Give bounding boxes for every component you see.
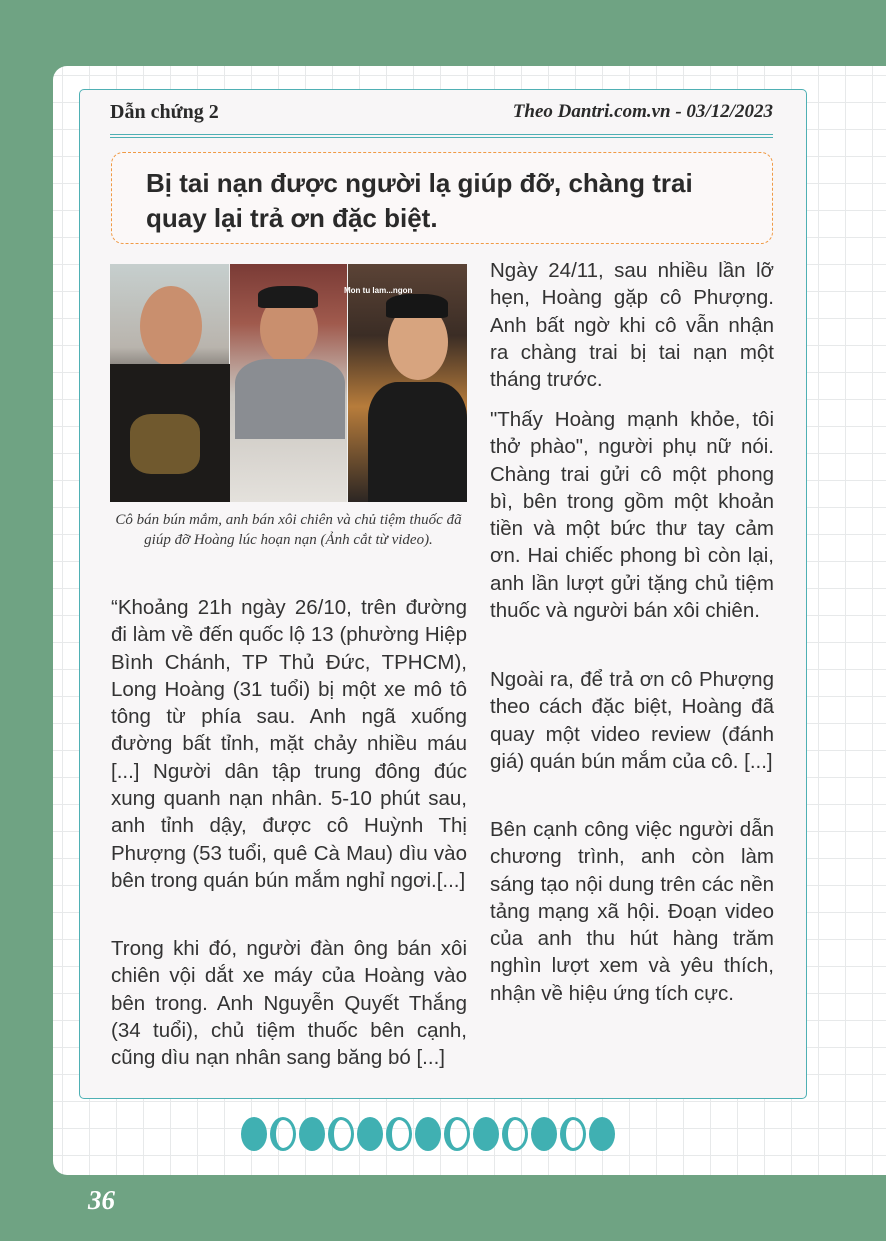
moon-icon	[357, 1117, 383, 1151]
moon-outline-icon	[386, 1117, 412, 1151]
moon-icon	[589, 1117, 615, 1151]
moon-icon	[531, 1117, 557, 1151]
right-paragraph-1: Ngày 24/11, sau nhiều lần lỡ hẹn, Hoàng gặp cô Phượng. Anh bất ngờ khi cô vẫn nhận ra chàng trai bị tai nạn một tháng trước.	[490, 259, 774, 392]
moon-outline-icon	[270, 1117, 296, 1151]
moon-icon	[415, 1117, 441, 1151]
photo-panel-man-gray	[230, 264, 348, 502]
photo-panel-man-black	[348, 264, 467, 502]
page-number: 36	[88, 1185, 115, 1215]
moon-icon	[299, 1117, 325, 1151]
moon-icon	[473, 1117, 499, 1151]
evidence-label: Dẫn chứng 2	[110, 101, 219, 123]
left-paragraph-2: Trong khi đó, người đàn ông bán xôi chiên vội dắt xe máy của Hoàng vào bên trong. Anh Nguyễn Quyết Thắng (34 tuổi), chủ tiệm thuốc bên cạnh, cũng dìu nạn nhân sang băng bó [...]	[111, 937, 467, 1070]
article-photo	[110, 264, 467, 502]
decorative-moon-strip	[241, 1117, 615, 1151]
moon-outline-icon	[502, 1117, 528, 1151]
right-paragraph-4: Bên cạnh công việc người dẫn chương trình, anh còn làm sáng tạo nội dung trên các nền tảng mạng xã hội. Đoạn video của anh thu hút hàng trăm nghìn lượt xem và yêu thích, nhận về hiệu ứng tích cực.	[490, 818, 774, 1005]
header-divider	[110, 134, 773, 138]
photo-caption: Cô bán bún mắm, anh bán xôi chiên và chủ tiệm thuốc đã giúp đỡ Hoàng lúc hoạn nạn (Ảnh cắt từ video).	[115, 512, 462, 548]
right-paragraph-3: Ngoài ra, để trả ơn cô Phượng theo cách đặc biệt, Hoàng đã quay một video review (đánh giá) quán bún mắm của cô. [...]	[490, 668, 774, 773]
moon-icon	[241, 1117, 267, 1151]
moon-outline-icon	[328, 1117, 354, 1151]
photo-panel-woman	[110, 264, 230, 502]
left-paragraph-1: “Khoảng 21h ngày 26/10, trên đường đi làm về đến quốc lộ 13 (phường Hiệp Bình Chánh, TP Thủ Đức, TPHCM), Long Hoàng (31 tuổi) bị một xe mô tô tông từ phía sau. Anh ngã xuống đường bất tỉnh, mặt chảy nhiều máu [...] Người dân tập trung đông đúc xung quanh nạn nhân. 5-10 phút sau, anh tỉnh dậy, được cô Huỳnh Thị Phượng (53 tuổi, quê Cà Mau) dìu vào bên trong quán bún mắm nghỉ ngơi.[...]	[111, 596, 467, 892]
source-citation: Theo Dantri.com.vn - 03/12/2023	[512, 101, 773, 122]
moon-outline-icon	[444, 1117, 470, 1151]
right-paragraph-2: "Thấy Hoàng mạnh khỏe, tôi thở phào", người phụ nữ nói. Chàng trai gửi cô một phong bì, bên trong gồm một khoản tiền và một bức thư tay cảm ơn. Hai chiếc phong bì còn lại, anh lần lượt gửi tặng chủ tiệm thuốc và người bán xôi chiên.	[490, 408, 774, 623]
article-title: Bị tai nạn được người lạ giúp đỡ, chàng trai quay lại trả ơn đặc biệt.	[146, 168, 693, 233]
moon-outline-icon	[560, 1117, 586, 1151]
video-overlay-text: Mon tu lam...ngon	[344, 286, 413, 295]
